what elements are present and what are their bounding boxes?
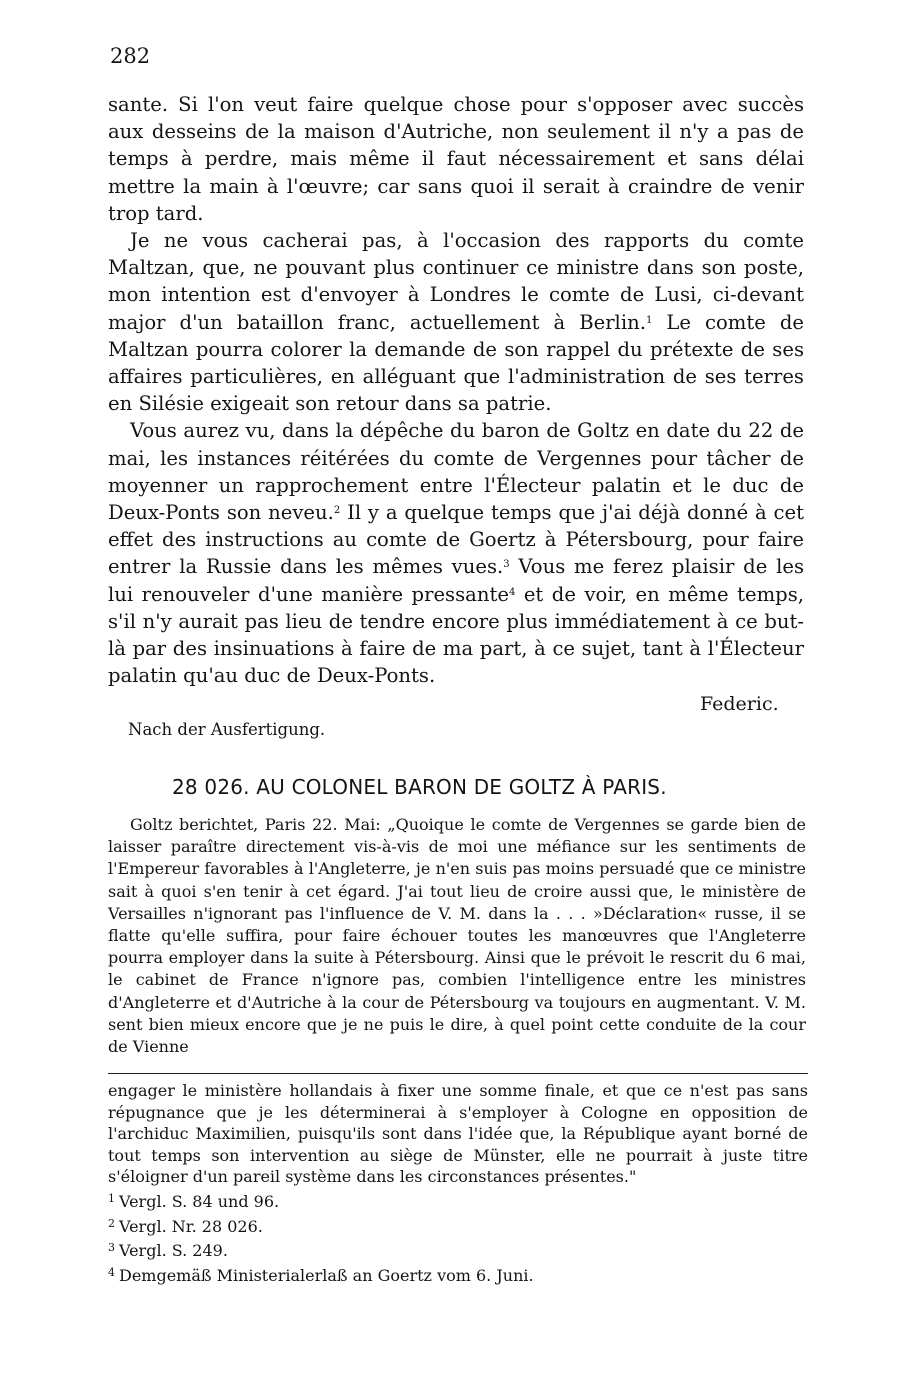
- footnote-number: 3: [108, 1241, 115, 1255]
- paragraph-3-part-b: Il y a quelque temps que j'ai déjà donné à cet effet des instructions au comte de Goertz à Pétersbourg, pour faire entrer la Russie dans les mêmes vues.: [108, 501, 804, 579]
- footnote-text: Vergl. S. 84 und 96.: [119, 1191, 280, 1211]
- footnote-1: [108, 1188, 808, 1213]
- footnote-divider: [108, 1073, 808, 1074]
- footnote-number: 4: [108, 1265, 115, 1279]
- source-note: Nach der Ausfertigung.: [128, 720, 326, 739]
- footnote-marker-3: 3: [503, 559, 510, 571]
- footnote-text: Vergl. Nr. 28 026.: [119, 1216, 263, 1236]
- footnote-number: 1: [108, 1191, 115, 1205]
- paragraph-2-part-a: Je ne vous cacherai pas, à l'occasion des rapports du comte Maltzan, que, ne pouvant plus continuer ce ministre dans son poste, mon intention est d'envoyer à Londres le comte de Lusi, ci-devant major d'un bataillon franc, actuellement à Berlin.: [108, 229, 804, 334]
- footnote-3: [108, 1237, 808, 1262]
- footnote-marker-4: 4: [508, 586, 516, 598]
- paragraph-3-part-a: Vous aurez vu, dans la dépêche du baron de Goltz en date du 22 de mai, les instances réitérées du comte de Vergennes pour tâcher de moyenner un rapprochement entre l'Électeur palatin et le duc de Deux-Ponts son neveu.: [108, 419, 804, 525]
- paragraph-2: [108, 227, 804, 417]
- footnote-2: [108, 1213, 808, 1238]
- footnotes: [108, 1080, 808, 1286]
- signature: Federic.: [700, 693, 779, 715]
- footnote-marker-1: 1: [645, 314, 653, 326]
- letter-body: [108, 91, 804, 689]
- page-number: 282: [110, 44, 151, 68]
- footnote-4: [108, 1262, 808, 1287]
- paragraph-3-part-c: Vous me ferez plaisir de les lui renouveler d'une manière pressante: [108, 555, 804, 606]
- footnote-number: 2: [108, 1216, 115, 1230]
- paragraph-2-part-b: Le comte de Maltzan pourra colorer la demande de son rappel du prétexte de ses affaires particulières, en alléguant que l'administration de ses terres en Silésie exigeait son retour dans sa patrie.: [108, 310, 805, 416]
- paragraph-1: sante. Si l'on veut faire quelque chose pour s'opposer avec succès aux desseins de la maison d'Autriche, non seulement il n'y a pas de temps à perdre, mais même il faut nécessairement et sans délai mettre la main à l'œuvre; car sans quoi il serait à craindre de venir trop tard.: [108, 93, 804, 225]
- footnote-text: Vergl. S. 249.: [119, 1241, 228, 1261]
- footnote-continuation: engager le ministère hollandais à fixer une somme finale, et que ce n'est pas sans répugnance que je les déterminerai à s'employer à Cologne en opposition de l'archiduc Maximilien, puisqu'ils sont dans l'idée que, la République ayant borné de tout temps son intervention au siège de Münster, elle ne pourrait à juste titre s'éloigner d'un pareil système dans les circonstances présentes.": [108, 1081, 808, 1187]
- footnote-text: Demgemäß Ministerialerlaß an Goertz vom 6. Juni.: [119, 1265, 534, 1285]
- section-heading: 28 026. AU COLONEL BARON DE GOLTZ À PARIS.: [172, 775, 667, 799]
- report-excerpt: Goltz berichtet, Paris 22. Mai: „Quoique le comte de Vergennes se garde bien de laisser paraître directement vis-à-vis de moi une méfiance sur les sentiments de l'Empereur favorables à l'Angleterre, je n'en suis pas moins persuadé que ce ministre sait à quoi s'en tenir à cet égard. J'ai tout lieu de croire aussi que, le ministère de Versailles n'ignorant pas l'influence de V. M. dans la . . . »Déclaration« russe, il se flatte qu'elle suffira, pour faire échouer toutes les manœuvres que l'Angleterre pourra employer dans la suite à Pétersbourg. Ainsi que le prévoit le rescrit du 6 mai, le cabinet de France n'ignore pas, combien l'intelligence entre les ministres d'Angleterre et d'Autriche à la cour de Pétersbourg va toujours en augmentant. V. M. sent bien mieux encore que je ne puis le dire, à quel point cette conduite de la cour de Vienne: [108, 815, 806, 1057]
- paragraph-3: [108, 417, 804, 689]
- footnote-marker-2: 2: [333, 505, 341, 517]
- paragraph-3-part-d: et de voir, en même temps, s'il n'y aurait pas lieu de tendre encore plus immédiatement à ce but-là par des insinuations à faire de ma part, à ce sujet, tant à l'Électeur palatin qu'au duc de Deux-Ponts.: [108, 582, 804, 688]
